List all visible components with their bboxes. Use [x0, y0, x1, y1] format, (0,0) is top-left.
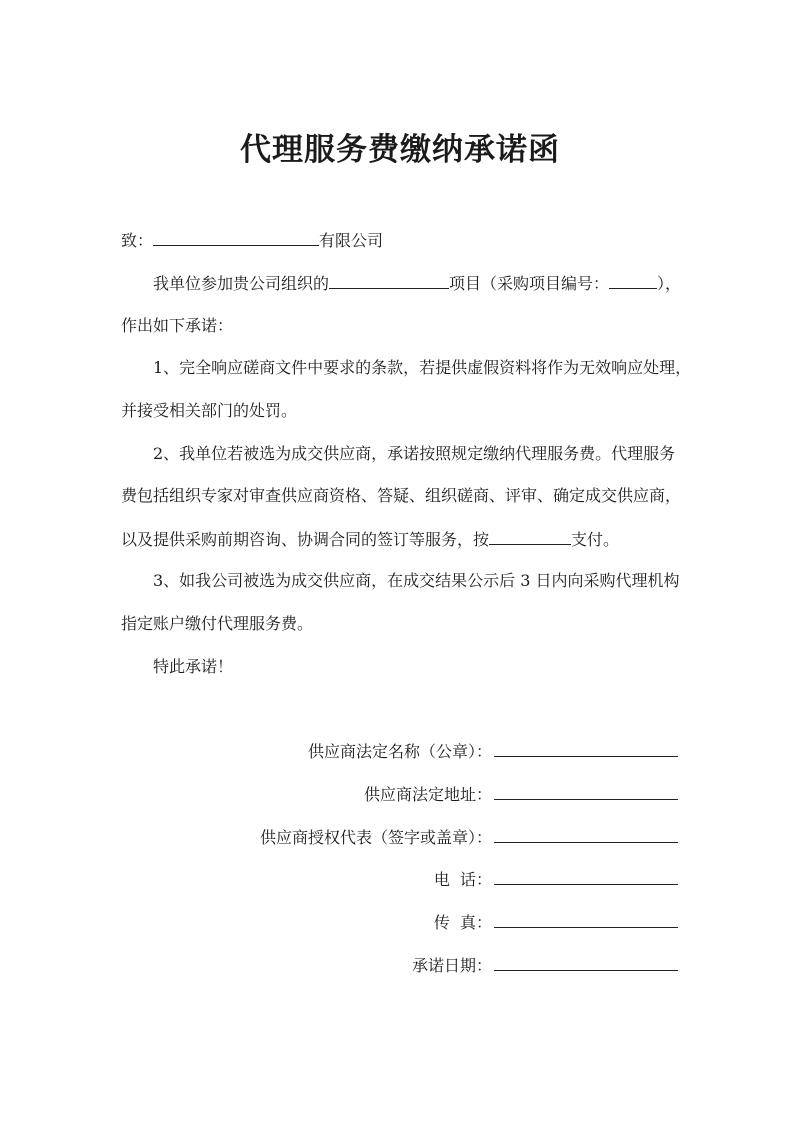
item1-line-1: 1、完全响应磋商文件中要求的条款，若提供虚假资料将作为无效响应处理，: [153, 358, 692, 377]
intro-text-b: 项目（采购项目编号：: [449, 274, 610, 293]
signature-row-company-name: [308, 740, 678, 763]
signature-label: 传 真：: [433, 913, 492, 932]
item2-text-a: 以及提供采购前期咨询、协调合同的签订等服务，按: [121, 530, 490, 549]
signature-label: 供应商法定地址：: [363, 785, 492, 804]
signature-label: 承诺日期：: [411, 956, 492, 975]
intro-line-1: [121, 272, 691, 295]
item3-line-2: 指定账户缴付代理服务费。: [121, 614, 314, 633]
addressee-prefix: 致：: [121, 231, 154, 250]
signature-blank[interactable]: [494, 911, 678, 928]
item3-line-1: 3、如我公司被选为成交供应商，在成交结果公示后 3 日内向采购代理机构: [153, 571, 680, 590]
intro-line-2: 作出如下承诺：: [121, 316, 234, 335]
addressee-blank[interactable]: [153, 229, 319, 246]
item2-line-1: 2、我单位若被选为成交供应商，承诺按照规定缴纳代理服务费。代理服务: [153, 444, 676, 463]
item2-line-3: [121, 528, 691, 551]
project-number-blank[interactable]: [609, 272, 657, 289]
signature-row-fax: [434, 911, 678, 934]
signature-row-representative: [260, 826, 678, 849]
addressee-suffix: 有限公司: [319, 231, 384, 250]
item2-line-2: 费包括组织专家对审查供应商资格、答疑、组织磋商、评审、确定成交供应商，: [121, 486, 682, 505]
signature-row-date: [412, 954, 678, 977]
addressee-line: [121, 229, 691, 252]
signature-row-address: [364, 783, 678, 806]
intro-text-c: ），: [657, 274, 682, 293]
signature-blank[interactable]: [494, 954, 678, 971]
signature-label: 供应商法定名称（公章）：: [307, 742, 492, 761]
signature-blank[interactable]: [494, 868, 678, 885]
signature-row-phone: [434, 868, 678, 891]
item2-text-b: 支付。: [571, 530, 620, 549]
signature-label: 电 话：: [433, 870, 492, 889]
project-name-blank[interactable]: [329, 272, 449, 289]
item1-line-2: 并接受相关部门的处罚。: [121, 401, 298, 420]
signature-label: 供应商授权代表（签字或盖章）：: [259, 828, 492, 847]
signature-blank[interactable]: [494, 783, 678, 800]
signature-blank[interactable]: [494, 826, 678, 843]
intro-text-a: 我单位参加贵公司组织的: [153, 274, 330, 293]
closing-text: 特此承诺！: [153, 657, 234, 676]
payment-method-blank[interactable]: [489, 528, 571, 545]
document-title: 代理服务费缴纳承诺函: [240, 132, 560, 168]
signature-blank[interactable]: [494, 740, 678, 757]
